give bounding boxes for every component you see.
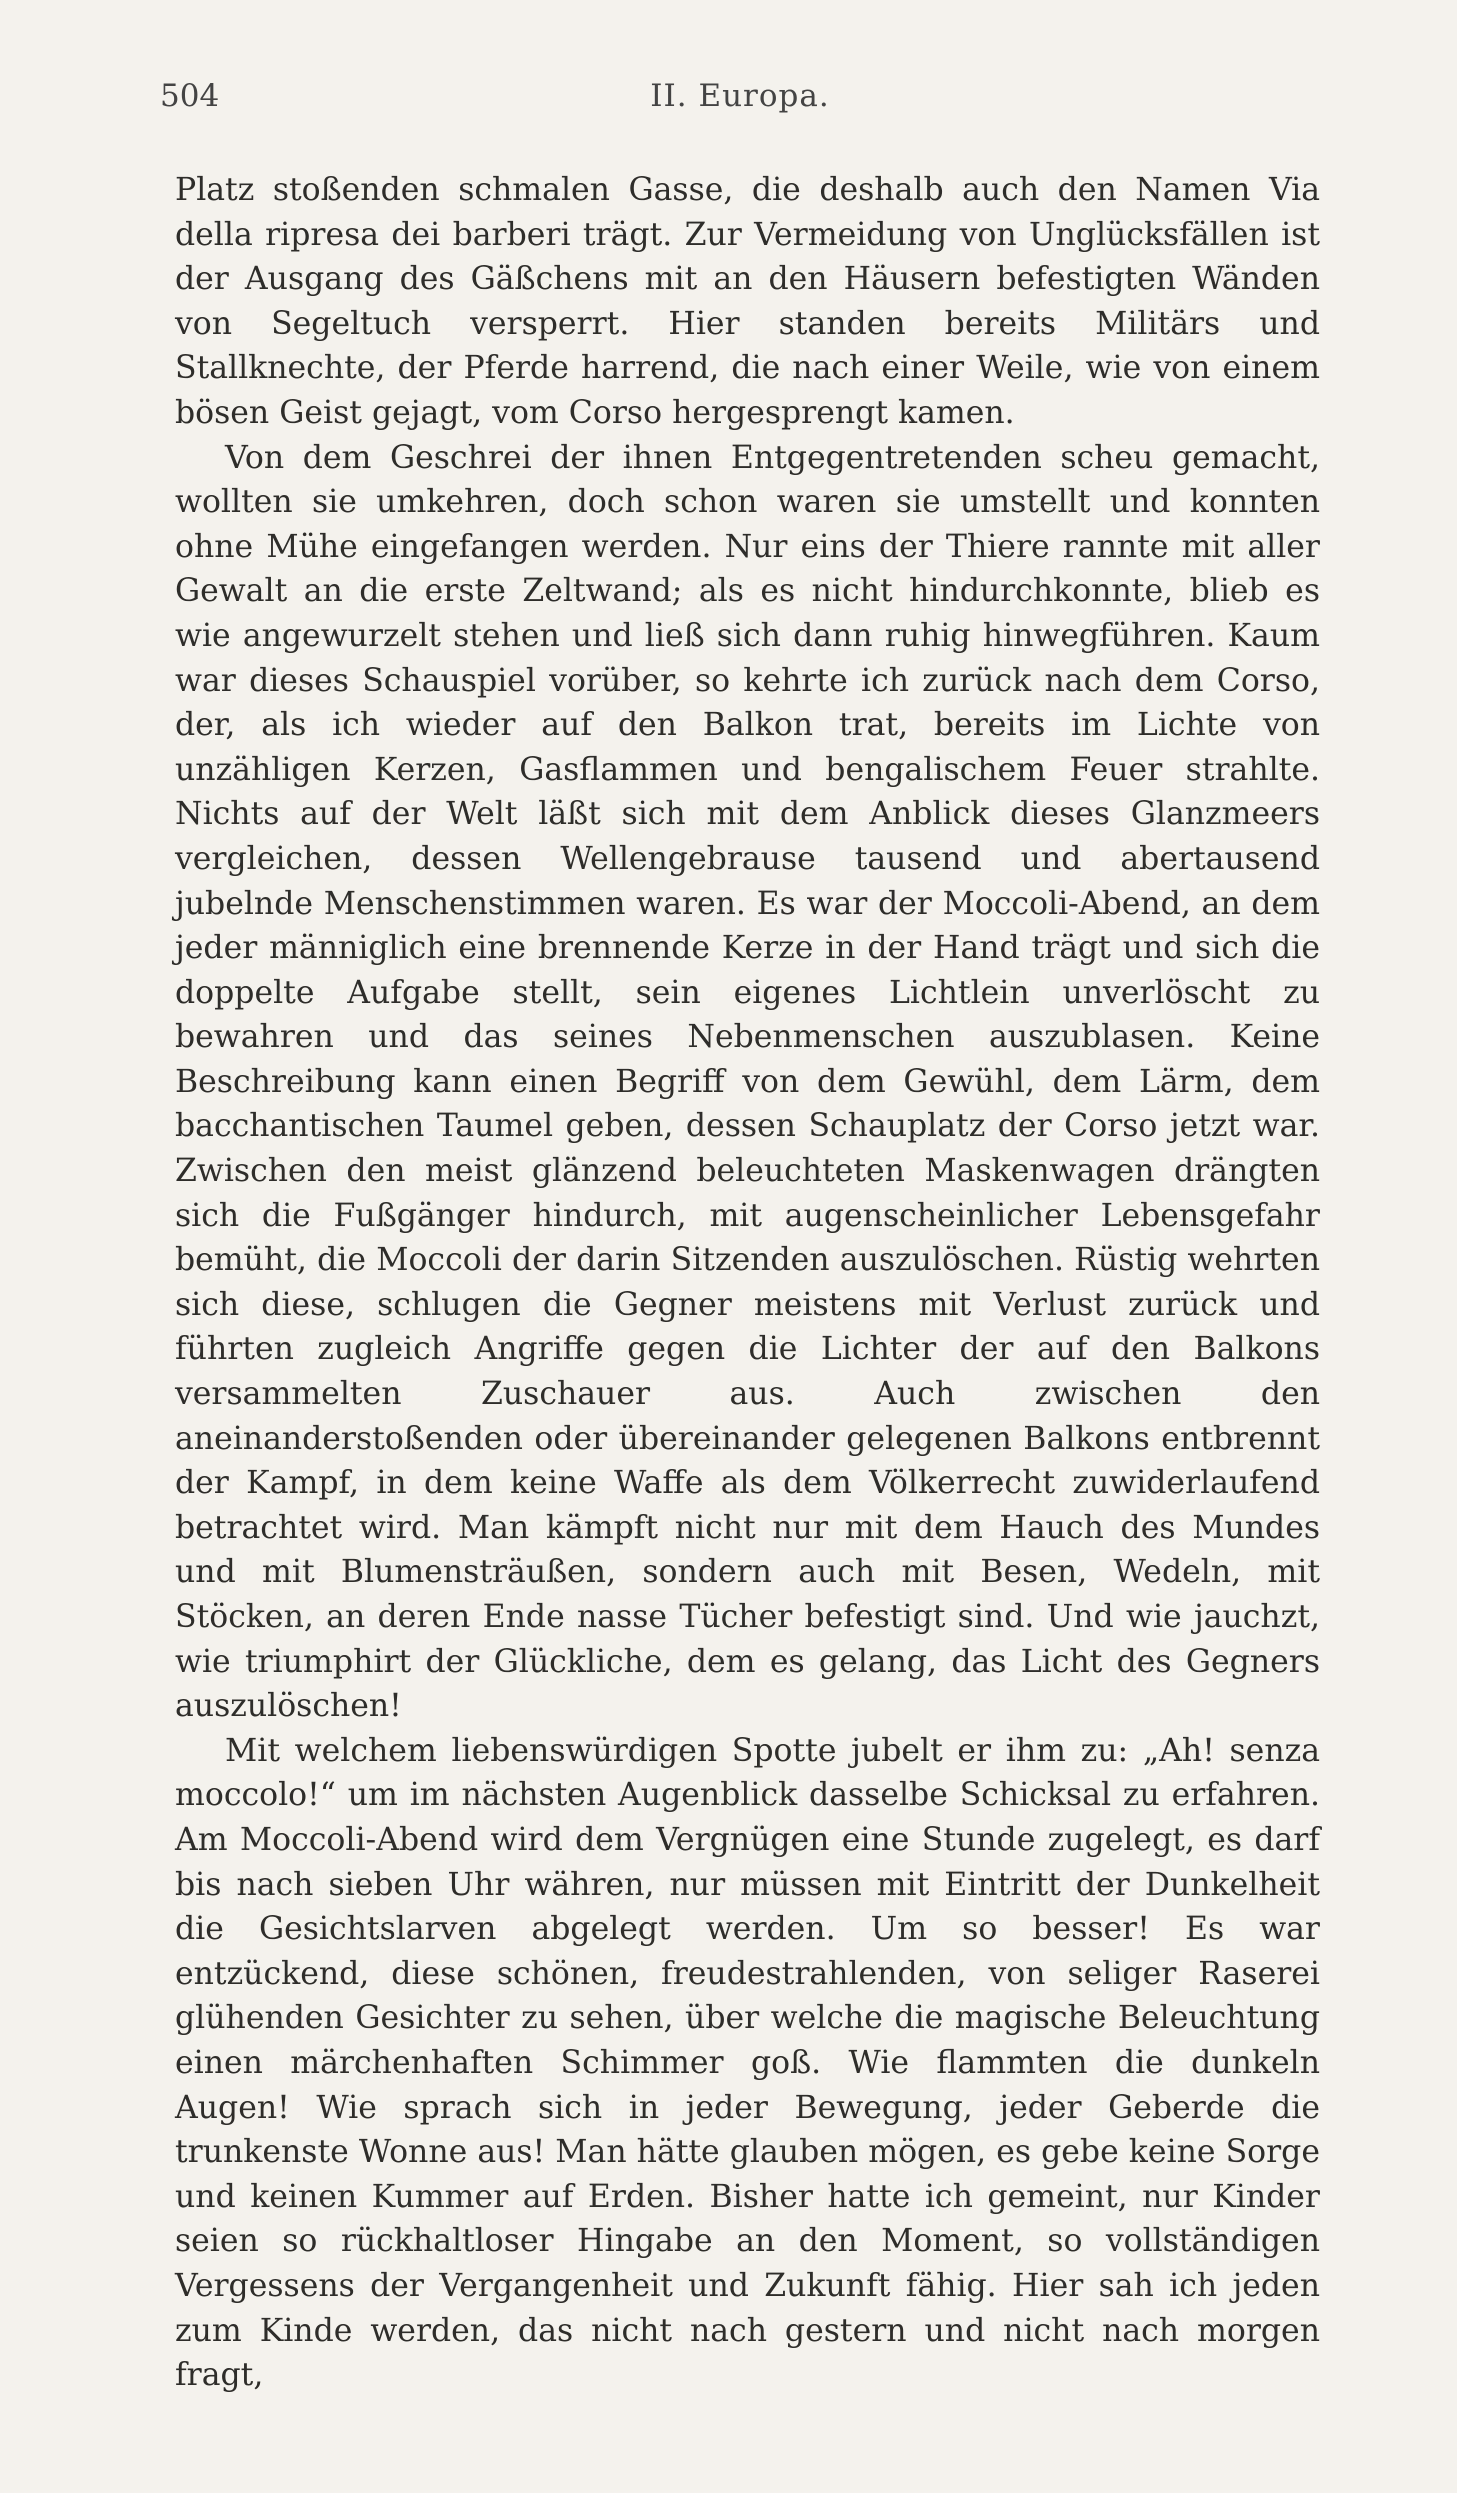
paragraph-1: Platz stoßenden schmalen Gasse, die deshalb auch den Namen Via della ripresa dei barberi trägt. Zur Vermeidung von Unglücksfällen ist der Ausgang des Gäßchens mit an den Häusern befestigten Wänden von Segeltuch versperrt. Hier standen bereits Militärs und Stallknechte, der Pferde harrend, die nach einer Weile, wie von einem bösen Geist gejagt, vom Corso hergesprengt kamen. — [175, 172, 1320, 431]
body-text — [175, 168, 1320, 2398]
page-number: 504 — [160, 78, 220, 114]
running-head — [160, 78, 1320, 128]
running-title: II. Europa. — [650, 78, 830, 114]
paragraph-2: Von dem Geschrei der ihnen Entgegentretenden scheu gemacht, wollten sie umkehren, doch schon waren sie umstellt und konnten ohne Mühe eingefangen werden. Nur eins der Thiere rannte mit aller Gewalt an die erste Zeltwand; als es nicht hindurchkonnte, blieb es wie angewurzelt stehen und ließ sich dann ruhig hinwegführen. Kaum war dieses Schauspiel vorüber, so kehrte ich zurück nach dem Corso, der, als ich wieder auf den Balkon trat, bereits im Lichte von unzähligen Kerzen, Gasflammen und bengalischem Feuer strahlte. Nichts auf der Welt läßt sich mit dem Anblick dieses Glanzmeers vergleichen, dessen Wellengebrause tausend und abertausend jubelnde Menschenstimmen waren. Es war der Moccoli-Abend, an dem jeder männiglich eine brennende Kerze in der Hand trägt und sich die doppelte Aufgabe stellt, sein eigenes Lichtlein unverlöscht zu bewahren und das seines Nebenmenschen auszublasen. Keine Beschreibung kann einen Begriff von dem Gewühl, dem Lärm, dem bacchantischen Taumel geben, dessen Schauplatz der Corso jetzt war. Zwischen den meist glänzend beleuchteten Maskenwagen drängten sich die Fußgänger hindurch, mit augenscheinlicher Lebensgefahr bemüht, die Moccoli der darin Sitzenden auszulöschen. Rüstig wehrten sich diese, schlugen die Gegner meistens mit Verlust zurück und führten zugleich Angriffe gegen die Lichter der auf den Balkons versammelten Zuschauer aus. Auch zwischen den aneinanderstoßenden oder übereinander gelegenen Balkons entbrennt der Kampf, in dem keine Waffe als dem Völkerrecht zuwiderlaufend betrachtet wird. Man kämpft nicht nur mit dem Hauch des Mundes und mit Blumensträußen, sondern auch mit Besen, Wedeln, mit Stöcken, an deren Ende nasse Tücher befestigt sind. Und wie jauchzt, wie triumphirt der Glückliche, dem es gelang, das Licht des Gegners auszulöschen! — [175, 439, 1320, 1725]
paragraph-3: Mit welchem liebenswürdigen Spotte jubelt er ihm zu: „Ah! senza moccolo!“ um im nächsten Augenblick dasselbe Schicksal zu erfahren. Am Moccoli-Abend wird dem Vergnügen eine Stunde zugelegt, es darf bis nach sieben Uhr währen, nur müssen mit Eintritt der Dunkelheit die Gesichtslarven abgelegt werden. Um so besser! Es war entzückend, diese schönen, freudestrahlenden, von seliger Raserei glühenden Gesichter zu sehen, über welche die magische Beleuchtung einen märchenhaften Schimmer goß. Wie flammten die dunkeln Augen! Wie sprach sich in jeder Bewegung, jeder Geberde die trunkenste Wonne aus! Man hätte glauben mögen, es gebe keine Sorge und keinen Kummer auf Erden. Bisher hatte ich gemeint, nur Kinder seien so rückhaltloser Hingabe an den Moment, so vollständigen Vergessens der Vergangenheit und Zukunft fähig. Hier sah ich jeden zum Kinde werden, das nicht nach gestern und nicht nach morgen fragt, — [175, 1732, 1320, 2394]
